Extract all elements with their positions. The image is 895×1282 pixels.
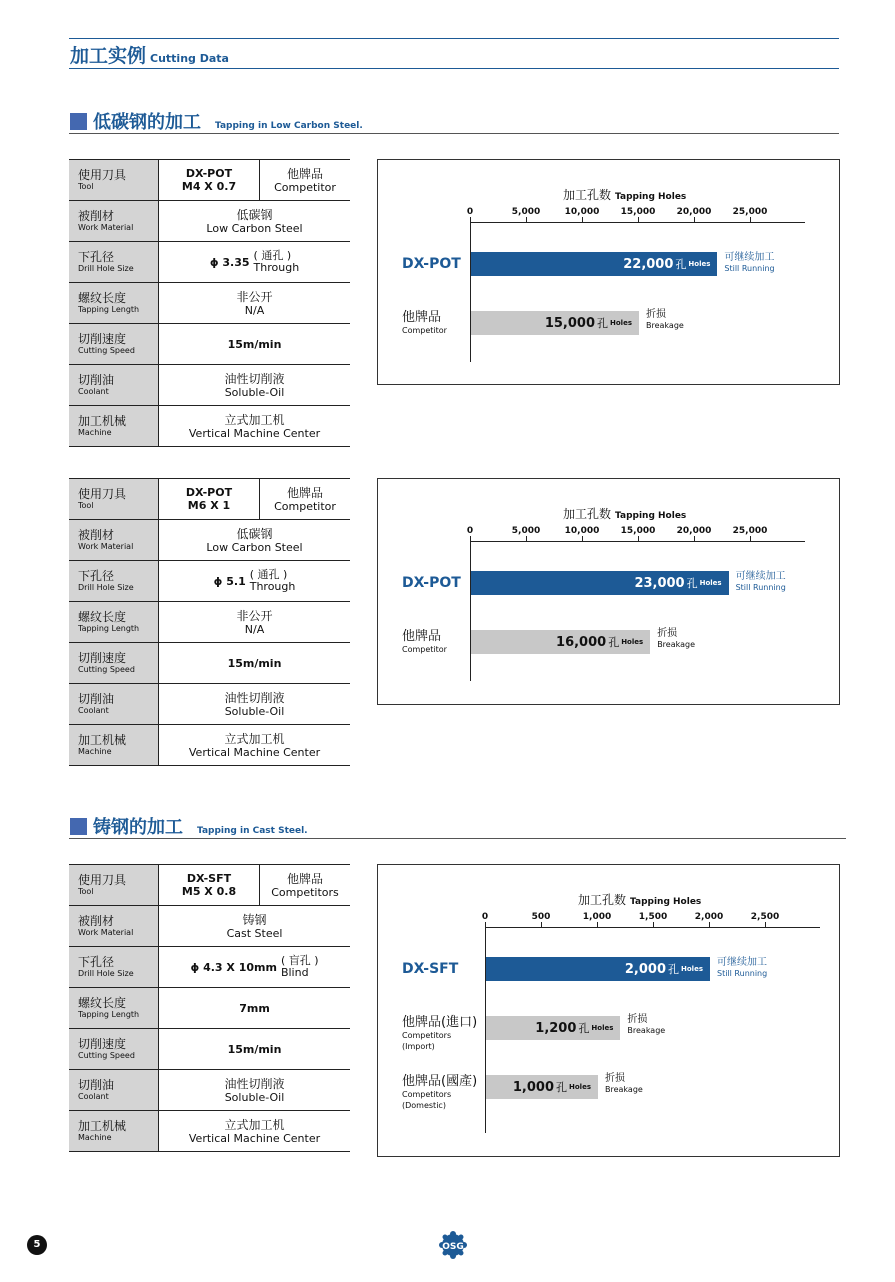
spec-value-cell [159,947,351,988]
spec-text: Vertical Machine Center [188,426,321,440]
x-axis-line [485,927,820,928]
spec-text: 非公开 [236,608,273,623]
chart-title-cn: 加工孔数 [578,893,627,907]
spec-value-cell [159,1111,351,1152]
spec-value-cell [260,479,351,520]
spec-text [159,250,350,274]
bar-note [605,1073,643,1095]
spec-text: 他牌品 [286,871,323,886]
spec-text: 油性切削液 [224,1076,285,1091]
spec-value-cell [159,160,260,201]
spec-text: ( 通孔 ) [253,249,292,262]
tick-label: 10,000 [564,526,600,536]
header-top-rule [69,38,839,39]
spec-text: Tool [78,887,94,896]
tick-label: 15,000 [620,526,656,536]
chart-title-cn: 加工孔数 [563,188,612,202]
spec-text: ( 盲孔 ) [280,954,319,967]
spec-text: DX-SFT [186,872,232,885]
spec-text: ϕ 5.1 [213,574,246,588]
tick-label: 25,000 [732,207,768,217]
spec-text: 立式加工机 [224,1117,285,1132]
spec-text: 低碳钢 [236,207,273,222]
row-label-cn: 他牌品(進口) [402,1015,478,1030]
spec-text: 加工机械 [78,414,127,428]
spec-value-cell [159,561,351,602]
spec-text: Drill Hole Size [78,583,134,592]
spec-label-cell [69,602,159,643]
spec-value-cell [159,988,351,1029]
spec-label-cell [69,365,159,406]
bar-note-cn: 折损 [605,1073,625,1084]
row-label-en: Competitor [402,326,447,335]
spec-text: 切削速度 [78,1037,127,1051]
spec-label-cell [69,479,159,520]
tick-label: 2,500 [750,912,780,922]
bar-unit-en: Holes [621,638,644,646]
spec-text: N/A [244,303,265,317]
bar-competitor [471,630,650,654]
spec-value-cell [159,283,351,324]
page-title: 加工实例 [70,45,147,67]
row-label-cn: 他牌品(國產) [402,1074,478,1089]
bar-note-cn: 折损 [646,309,666,320]
tick-label: 0 [466,526,474,536]
spec-text: Coolant [78,387,109,396]
page-title-en: Cutting Data [150,52,229,65]
spec-label-cell [69,561,159,602]
row-label-en2: (Domestic) [402,1101,446,1110]
spec-value-cell [159,324,351,365]
spec-value-cell [159,725,351,766]
spec-text: M6 X 1 [187,499,231,512]
osg-logo-icon [438,1230,468,1260]
bar-note-en: Breakage [627,1026,666,1035]
section-rule [69,133,839,134]
spec-label-cell [69,988,159,1029]
spec-text: 切削油 [78,692,115,706]
row-label-competitor [402,310,447,336]
bar-value-label: 15,000 [544,315,596,331]
row-label-product: DX-SFT [402,961,459,977]
spec-label-cell [69,865,159,906]
bar-note-en: Still Running [735,583,786,592]
spec-value-cell [260,160,351,201]
spec-text: Competitor [274,180,336,194]
spec-table-3 [69,864,350,1152]
spec-text: 7mm [239,1001,270,1015]
spec-label-cell [69,1029,159,1070]
tick-label: 1,000 [582,912,612,922]
section-square-icon [70,113,87,130]
tick-label: 1,500 [638,912,668,922]
row-label-product: DX-POT [402,575,461,591]
row-label-competitor [402,1015,477,1052]
bar-note [646,309,684,331]
spec-text: Vertical Machine Center [188,745,321,759]
chart-panel-3 [377,864,840,1157]
spec-text: Tool [78,501,94,510]
bar-note [724,252,774,274]
spec-label-cell [69,1111,159,1152]
page-number: 5 [27,1235,47,1255]
spec-value-cell [159,602,351,643]
tick-label: 0 [481,912,489,922]
row-label-en: Competitors [402,1090,452,1099]
bar-unit-en: Holes [610,319,632,327]
spec-value-cell [159,479,260,520]
spec-text: ( 通孔 ) [249,568,288,581]
section-title-cn: 低碳钢的加工 [93,112,201,133]
spec-text: 使用刀具 [78,487,127,501]
bar-product [486,957,710,981]
spec-value-cell [159,365,351,406]
spec-text: 螺纹长度 [78,291,127,305]
spec-text: Soluble-Oil [224,385,285,399]
spec-text: 他牌品 [286,485,323,500]
spec-text: Tapping Length [78,624,140,633]
section-title-en: Tapping in Cast Steel. [197,826,308,836]
bar-unit-cn: 孔 [668,963,680,976]
spec-label-cell [69,324,159,365]
tick-label: 5,000 [511,207,541,217]
spec-text: 非公开 [236,289,273,304]
bar-unit-en: Holes [699,579,722,587]
section-title-cast-steel [70,813,308,839]
spec-text: 油性切削液 [224,690,285,705]
spec-label-cell [69,242,159,283]
spec-text: 下孔径 [78,955,115,969]
spec-value-cell [159,865,260,906]
tick-label: 5,000 [511,526,541,536]
spec-text: 切削速度 [78,651,127,665]
bar-value-label: 22,000 [623,256,674,272]
spec-text: 切削油 [78,1078,115,1092]
y-axis-line [470,541,471,681]
spec-value-cell [159,520,351,561]
spec-text: ϕ 4.3 X 10mm [190,960,277,974]
spec-text: DX-POT [185,486,233,499]
chart-title-en: Tapping Holes [615,192,687,202]
bar-value-label: 16,000 [556,634,607,650]
spec-text: Competitor [274,499,336,513]
chart-title-en: Tapping Holes [630,897,702,907]
row-label-product: DX-POT [402,256,461,272]
chart-title [563,505,686,522]
spec-text: 下孔径 [78,250,115,264]
spec-label-cell [69,406,159,447]
bar-value-label: 1,200 [535,1020,577,1036]
spec-text: 使用刀具 [78,168,127,182]
row-label-cn: 他牌品 [402,629,442,644]
spec-table-2 [69,478,350,766]
bar-note-en: Still Running [724,264,775,273]
spec-text: 使用刀具 [78,873,127,887]
spec-text: Blind [280,966,309,979]
chart-title-en: Tapping Holes [615,511,687,521]
spec-label-cell [69,643,159,684]
spec-value-cell [159,1070,351,1111]
tick-label: 2,000 [694,912,724,922]
spec-label-cell [69,201,159,242]
spec-text: 切削速度 [78,332,127,346]
spec-text: M4 X 0.7 [181,180,237,193]
spec-text: Machine [78,428,112,437]
spec-text: Competitors [271,885,339,899]
spec-text [281,955,319,979]
svg-text:OSG: OSG [442,1242,464,1252]
bar-unit-en: Holes [681,965,703,973]
spec-text: 被削材 [78,528,115,542]
row-label-en: Competitor [402,645,447,654]
spec-text: Soluble-Oil [224,704,285,718]
chart-panel-2 [377,478,840,705]
bar-value-label: 23,000 [634,575,685,591]
section-square-icon [70,818,87,835]
bar-product [471,252,717,276]
spec-label-cell [69,684,159,725]
spec-label-cell [69,906,159,947]
spec-text: N/A [244,622,265,636]
spec-text: Drill Hole Size [78,264,134,273]
spec-label-cell [69,160,159,201]
spec-text: 立式加工机 [224,412,285,427]
tick-label: 10,000 [564,207,600,217]
bar-note-cn: 折损 [657,628,678,639]
spec-text: 他牌品 [286,166,323,181]
spec-text [159,569,350,593]
bar-note [657,628,695,650]
tick-label: 500 [531,912,551,922]
spec-value-cell [260,865,351,906]
spec-text: M5 X 0.8 [181,885,237,898]
spec-value-cell [159,1029,351,1070]
spec-value-cell [159,684,351,725]
section-title-low-carbon [70,108,363,134]
bar-note [717,957,767,979]
spec-text: Cutting Speed [78,346,135,355]
header-bottom-rule [69,68,839,69]
row-label-cn: 他牌品 [402,310,442,325]
bar-unit-cn: 孔 [686,577,698,590]
bar-note-en: Breakage [605,1085,643,1094]
spec-text: Tapping Length [78,1010,140,1019]
bar-unit-cn: 孔 [608,636,620,649]
spec-text: 加工机械 [78,733,127,747]
spec-text: 加工机械 [78,1119,127,1133]
bar-note-cn: 折损 [627,1014,648,1025]
bar-unit-en: Holes [569,1083,591,1091]
spec-text: 下孔径 [78,569,115,583]
spec-text: 螺纹长度 [78,996,127,1010]
spec-text: 切削油 [78,373,115,387]
spec-text: 立式加工机 [224,731,285,746]
bar-unit-en: Holes [688,260,711,268]
spec-text [250,569,296,593]
spec-text: Work Material [78,542,134,551]
spec-text: Coolant [78,706,109,715]
x-axis-line [470,541,805,542]
spec-value-cell [159,201,351,242]
tick-label: 15,000 [620,207,656,217]
row-label-en: Competitors [402,1031,452,1040]
spec-text: Tapping Length [78,305,140,314]
spec-text: DX-POT [185,167,233,180]
spec-label-cell [69,725,159,766]
spec-label-cell [69,520,159,561]
row-label-en2: (Import) [402,1042,435,1051]
bar-unit-en: Holes [591,1024,614,1032]
spec-text: Machine [78,1133,112,1142]
spec-label-cell [69,283,159,324]
bar-value-label: 1,000 [512,1079,555,1095]
x-axis-line [470,222,805,223]
bar-note-cn: 可继续加工 [717,957,767,968]
bar-product [471,571,729,595]
spec-text: 15m/min [227,337,282,351]
bar-competitor [486,1075,598,1099]
bar-note-cn: 可继续加工 [724,252,775,263]
spec-text: Tool [78,182,94,191]
row-label-competitor [402,1074,477,1111]
spec-text: 低碳钢 [236,526,273,541]
chart-title [578,891,701,908]
tick-label: 20,000 [676,207,712,217]
spec-text: Work Material [78,928,134,937]
spec-text [254,250,300,274]
spec-text: 被削材 [78,209,115,223]
bar-unit-cn: 孔 [597,317,609,330]
bar-unit-cn: 孔 [556,1081,568,1094]
bar-unit-cn: 孔 [675,258,687,271]
bar-note-en: Breakage [657,640,696,649]
spec-text: Vertical Machine Center [188,1131,321,1145]
section-title-en: Tapping in Low Carbon Steel. [215,121,363,131]
spec-text: Cast Steel [226,926,283,940]
spec-text: Soluble-Oil [224,1090,285,1104]
spec-value-cell [159,406,351,447]
chart-panel-1 [377,159,840,385]
y-axis-line [470,222,471,362]
bar-competitor [486,1016,620,1040]
bar-note [627,1014,665,1036]
bar-note-cn: 可继续加工 [735,571,786,582]
spec-text: Machine [78,747,112,756]
spec-text: Low Carbon Steel [206,221,303,235]
spec-text: Work Material [78,223,134,232]
bar-competitor [471,311,639,335]
spec-table-1 [69,159,350,447]
spec-text: 15m/min [227,656,282,670]
chart-title-cn: 加工孔数 [563,507,612,521]
tick-label: 0 [466,207,474,217]
spec-text [159,955,350,979]
bar-unit-cn: 孔 [578,1022,590,1035]
section-title-cn: 铸钢的加工 [93,817,183,838]
tick-label: 25,000 [732,526,768,536]
page-header [70,41,229,68]
row-label-competitor [402,629,447,655]
section-rule [69,838,846,839]
spec-text: 油性切削液 [224,371,285,386]
spec-label-cell [69,1070,159,1111]
spec-text: ϕ 3.35 [209,255,250,269]
bar-note-en: Still Running [717,969,768,978]
spec-text: 被削材 [78,914,115,928]
spec-label-cell [69,947,159,988]
spec-value-cell [159,643,351,684]
bar-note [736,571,786,593]
spec-text: Cutting Speed [78,1051,135,1060]
spec-text: 15m/min [227,1042,282,1056]
bar-note-en: Breakage [646,321,684,330]
spec-text: Low Carbon Steel [206,540,303,554]
bar-value-label: 2,000 [624,961,667,977]
spec-text: Cutting Speed [78,665,135,674]
spec-text: 铸钢 [242,912,267,927]
spec-text: 螺纹长度 [78,610,127,624]
tick-label: 20,000 [676,526,712,536]
spec-value-cell [159,906,351,947]
chart-title [563,186,686,203]
spec-text: Drill Hole Size [78,969,134,978]
spec-text: Through [253,261,300,274]
spec-text: Through [249,580,296,593]
spec-text: Coolant [78,1092,109,1101]
spec-value-cell [159,242,351,283]
